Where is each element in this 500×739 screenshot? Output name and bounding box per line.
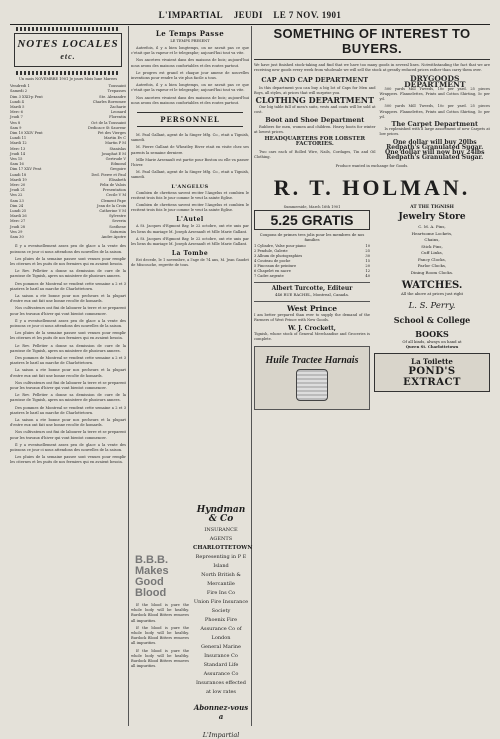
calendar-day: Ven 15 xyxy=(10,157,23,162)
calendar-saint: Oct de la Toussaint xyxy=(91,120,126,125)
calendar-day: Samedi 2 xyxy=(10,89,28,94)
sugar-title-2: One dollar will now buy 24lbs Redpath's Granulated Sugar. xyxy=(385,149,485,162)
notes-paragraph: Les pluies de la semaine passee sont venues pour remplir les citernes et les puits de nos fermiers qui en avaient besoin. xyxy=(10,256,126,266)
notes-paragraph: Nos cultivateurs ont fini de labourer la terre et se preparent pour les travaux d'hiver qui vont bientot commencer. xyxy=(10,430,126,440)
calendar-day: Mardi 12 xyxy=(10,141,27,146)
albert-address: 446 RUE RACHEL, Montreal, Canada. xyxy=(275,292,349,298)
jewelry-ad xyxy=(374,205,490,410)
column-advertisements xyxy=(254,26,490,726)
calendar-saint: Felix de Valois xyxy=(99,183,126,188)
calendar-day: Vendredi 1 xyxy=(10,84,30,89)
prize-name: 6 Chapelet en nacre xyxy=(254,269,291,274)
jewelry-item: Fancy Clocks, xyxy=(418,256,446,262)
calendar-day: Dim 10 XXIV Pent xyxy=(10,131,43,136)
calendar-saint: Elisabeth xyxy=(108,177,126,182)
calendar-saint: Josaphat E M xyxy=(101,151,126,156)
notes-paragraph: Les pluies de la semaine passee sont venues pour remplir les citernes et les puits de nos fermiers qui en avaient besoin. xyxy=(10,331,126,341)
notes-paragraph: Nos cultivateurs ont fini de labourer la terre et se preparent pour les travaux d'hiver qui vont bientot commencer. xyxy=(10,380,126,390)
jewelry-item: Chains, xyxy=(424,237,440,243)
cap-paragraph: In this department you can buy a big lot of Caps for Men and Boys, all styles, at prices that will surprise you. xyxy=(254,85,376,95)
insurer-company: North British & Mercantile xyxy=(201,572,241,587)
drygoods-title: DRYGOODS DEPARTMENT xyxy=(404,74,466,89)
autel-paragraph: A St. Jacques d'Egmont Bay, le 22 octobre, ont ete unis par les liens du mariage M. Joseph Arsenault et Mlle Marie Gallant. xyxy=(131,236,249,247)
boots-paragraph: Rubbers for men, women and children. Heavy boots for winter at lowest prices. xyxy=(254,124,376,135)
masthead-title: L'IMPARTIAL xyxy=(158,10,224,20)
prize-name: 7 Cadre argente xyxy=(254,274,284,279)
boots-title: Boot and Shoe Department xyxy=(265,115,365,124)
calendar-day: Mardi 5 xyxy=(10,105,25,110)
prize-coupons: 25 xyxy=(365,249,370,254)
insurer-company: Phoenix Fire Assurance Co of London xyxy=(200,617,242,641)
calendar-list xyxy=(10,84,126,240)
calendar-saint: Sylvestre xyxy=(109,214,126,219)
insurer-company: Insurances effected at low rates xyxy=(196,680,246,695)
calendar-saint: Martin Ev C xyxy=(103,136,126,141)
calendar-day: Ven 8 xyxy=(10,120,21,125)
insurer-company: Fire Ins Co xyxy=(206,590,236,596)
notes-paragraph: Les pluies de la semaine passee sont venues pour remplir les citernes et les puits de nos fermiers qui en avaient besoin. xyxy=(10,455,126,465)
cap-title: CAP AND CAP DEPARTMENT xyxy=(261,76,369,85)
gratis-ad xyxy=(254,205,370,410)
notes-paragraph: Des pommes de Montreal se vendent cette semaine a 2 et 3 piastres le baril au marche de Charlottetown. xyxy=(10,281,126,291)
calendar-saint: Catherine V M xyxy=(99,209,126,214)
tombe-title: La Tombe xyxy=(171,250,209,258)
headquarters-paragraph: Two cars each of Rolled Wire, Nails, Cordages, Tin and Oil Clothing. xyxy=(254,149,376,159)
departments-right xyxy=(380,76,490,162)
calendar-day: Jeudi 21 xyxy=(10,188,26,193)
drygoods-paragraph: 500 yards Mill Tweeds, 10c per yard. 25 pieces Wrappers. Flannelettes, Prints and Cotton Shirting, 5c per yd. xyxy=(379,104,490,119)
holman-signature: R. T. HOLMAN. xyxy=(273,175,471,201)
insurer-company: Standard Life Assurance Co xyxy=(203,662,239,677)
buyers-headline: SOMETHING OF INTEREST TO BUYERS. xyxy=(254,26,490,60)
calendar-day: Mardi 26 xyxy=(10,214,27,219)
jewelry-item: Stick Pins, xyxy=(421,243,443,249)
notes-locales-title: NOTES LOCALES etc. xyxy=(14,33,122,67)
bottle-illustration xyxy=(296,369,328,401)
calendar-day: Sam 30 xyxy=(10,235,24,240)
departments-left xyxy=(254,76,376,162)
prize-list xyxy=(254,244,370,279)
calendar-row xyxy=(10,235,126,240)
autel-title: L'Autel xyxy=(176,216,204,224)
jewelry-item: Dining Room Clocks. xyxy=(410,269,454,275)
buyers-intro: We have just finished stock-taking and find that we have too many goods in several lines. Notwithstanding the fact that we are receiving new goods every week from wholesale we will sell the stock at greatly reduced prices rather than carry them over. xyxy=(254,63,490,73)
prize-coupons: 15 xyxy=(365,259,370,264)
calendar-day: Jeudi 7 xyxy=(10,115,23,120)
temps-paragraph: Nos ancetres vivaient dans des maisons de bois; aujourd'hui nous avons des maisons confortables et des routes partout. xyxy=(131,58,249,68)
insurer-company: Union Fire Insurance Society xyxy=(193,599,249,614)
albert-name: Albert Turcotte, Editeur xyxy=(271,285,353,293)
calendar-day: Merc 20 xyxy=(10,183,26,188)
personnel-paragraph: M. Paul Gallant, agent de la Singer Mfg. Co., etait a Tignish, samedi. xyxy=(131,170,249,180)
column-rule xyxy=(251,26,252,726)
notes-paragraph: La saison a ete bonne pour nos pecheurs et la plupart d'entre eux ont fait une bonne recolte de homards. xyxy=(10,417,126,428)
notes-paragraph: Le Rev. Pelletier a donne sa demission de cure de la paroisse de Tignish, apres un ministere de plusieurs annees. xyxy=(10,343,126,353)
gratis-title: 5.25 GRATIS xyxy=(254,210,370,230)
calendar-saint: Ste. Alexandre xyxy=(99,94,126,99)
prize-coupons: 40 xyxy=(365,274,370,279)
temps-paragraph: Nos ancetres vivaient dans des maisons de bois; aujourd'hui nous avons des maisons confortables et des routes partout. xyxy=(131,95,249,105)
bbb-ad xyxy=(131,551,189,726)
insurer-sub: INSURANCE AGENTS xyxy=(204,527,238,542)
tombe-paragraph: Est decede, le 1 novembre, a l'age de 74 ans, M. Jean Gaudet de Miscouche, regrette de tous. xyxy=(131,258,249,268)
temps-paragraph: Autrefois, il y a bien longtemps, on ne savait pas ce que c'etait que la vapeur et le telegraphe; aujourd'hui tout va vite. xyxy=(131,46,249,56)
notes-body xyxy=(10,244,126,465)
gratis-subtitle: Coupons de primes tres jolis pour les membres de nos families xyxy=(259,232,365,243)
autel-paragraph: A St. Jacques d'Egmont Bay, le 22 octobre, ont ete unis par les liens du mariage M. Joseph Arsenault et Mlle Marie Gallant. xyxy=(131,224,249,234)
temps-passe-title: Le Temps Passe xyxy=(155,29,225,38)
calendar-saint: Gregoire xyxy=(109,167,126,172)
insurer-represent: Representing in P E Island xyxy=(195,554,247,569)
notes-paragraph: Des pommes de Montreal se vendent cette semaine a 2 et 3 piastres le baril au marche de Charlottetown. xyxy=(10,405,126,415)
temps-paragraph: Le progres est grand et chaque jour amene de nouvelles inventions pour rendre la vie plus facile a tous. xyxy=(131,70,249,81)
calendar-saint: Zacharie xyxy=(109,105,126,110)
calendar-saint: Trepasses xyxy=(107,89,126,94)
school-title: School & College xyxy=(393,314,471,325)
carpet-title: The Carpet Department xyxy=(391,120,478,129)
prize-coupons: 10 xyxy=(365,244,370,249)
prize-name: 4 Couteau de poche xyxy=(254,259,291,264)
angelus-title: L'ANGELUS xyxy=(171,183,209,190)
crockett-paragraph: Tignish, whose stock of General Merchandise and Groceries is complete. xyxy=(254,332,370,342)
notes-paragraph: Il y a eventuellement assez peu de glace a la vente des poissons ce jour ci nous attendons des nouvelles de la saison. xyxy=(10,318,126,328)
calendar-saint: Charles Borromee xyxy=(92,99,126,104)
ornament-rule xyxy=(16,71,120,75)
subscribe-text: Abonnez-vous a xyxy=(193,703,249,721)
carpet-paragraph: Is replenished with a large assortment of new Carpets at low prices. xyxy=(379,127,490,137)
paper-name: L'Impartial xyxy=(202,731,240,739)
calendar-day: Lundi 18 xyxy=(10,172,27,177)
sugar-title: One dollar will buy 20lbs Redpath's Granulated Sugar. xyxy=(386,138,484,151)
ponds-extract: POND'S EXTRACT xyxy=(403,366,461,389)
toilette-title: La Toilette xyxy=(411,357,453,367)
personnel-paragraph: M. Pierre Gallant de Wheatley River etait en visite chez ses parents la semaine derniere. xyxy=(131,145,249,155)
prize-name: 1 Cylindre, Valse pour piano xyxy=(254,244,306,249)
calendar-saint: Edmond xyxy=(110,162,126,167)
calendar-day: Lundi 11 xyxy=(10,136,27,141)
calendar-day: Merc 27 xyxy=(10,219,26,224)
clothing-paragraph: Our big table full of men's suits, vests and coats will be sold at cost. xyxy=(254,105,376,115)
personnel-paragraph: M. Paul Gallant, agent de la Singer Mfg. Co., etait a Tignish, samedi. xyxy=(131,133,249,143)
drygoods-paragraph: 500 yards Mill Tweeds, 10c per yard. 25 pieces Wrappers. Flannelettes, Prints and Cotton Shirting, 5c per yd. xyxy=(379,86,490,102)
calendar-saint: Sosthene xyxy=(109,224,126,229)
calendar-saint: Saturnin xyxy=(110,229,126,234)
toilette-ad xyxy=(374,353,490,392)
insurance-ad xyxy=(193,505,253,739)
column-temps-passe xyxy=(131,26,249,386)
crockett-name: W. J. Crockett, xyxy=(288,325,336,333)
notes-paragraph: Le Rev. Pelletier a donne sa demission de cure de la paroisse de Tignish, apres un ministere de plusieurs annees. xyxy=(10,393,126,403)
west-prince-paragraph: I am better prepared than ever to supply the demand of the Farmers of West Prince with New Goods. xyxy=(254,312,370,322)
calendar-saint: Stanislas xyxy=(109,146,126,151)
prize-row xyxy=(254,274,370,279)
personnel-paragraph: Mlle Marie Arsenault est partie pour Boston ou elle va passer l'hiver. xyxy=(131,157,249,168)
calendar-day: Sam 23 xyxy=(10,198,24,203)
sperry-signature: L. S. Perry. xyxy=(408,300,456,311)
angelus-paragraph: Combien de chretiens savent reciter l'Angelus et combien le recitent trois fois le jour comme le veut la sainte Eglise. xyxy=(131,190,249,200)
jewelry-title: Jewelry Store xyxy=(398,212,466,223)
calendar-day: Merc 13 xyxy=(10,146,26,151)
holman-departments xyxy=(254,76,490,162)
calendar-saint: Fet des Vierges xyxy=(97,131,126,136)
temps-present-subtitle: LE TEMPS PRESENT xyxy=(170,39,210,43)
prize-coupons: 20 xyxy=(365,264,370,269)
column-notes-locales xyxy=(10,26,126,468)
watches-line: All the above at prices just right xyxy=(400,291,464,297)
calendar-day: Ven 29 xyxy=(10,229,23,234)
huile-title: Huile Tractee Harnais xyxy=(265,355,359,367)
jewelry-item: C. M. A. Pins, xyxy=(418,224,446,230)
jewelry-item: Heartsome Lockets, xyxy=(411,230,453,236)
calendar-day: Sam 9 xyxy=(10,125,22,130)
produce-line: Produce wanted in exchange for Goods. xyxy=(335,164,409,169)
temps-paragraph: Autrefois, il y a bien longtemps, on ne savait pas ce que c'etait que la vapeur et le telegraphe; aujourd'hui tout va vite. xyxy=(131,83,249,93)
calendar-day: Dim 3 XXII-p Pent xyxy=(10,94,43,99)
calendar-saint: Clement Pape xyxy=(100,198,126,203)
calendar-day: Merc 6 xyxy=(10,110,23,115)
column-rule xyxy=(128,26,129,726)
insurer-city: CHARLOTTETOWN xyxy=(193,545,253,551)
headquarters-title: HEADQUARTERS FOR LOBSTER FACTORIES. xyxy=(264,136,366,148)
calendar-saint: Ded. Pierre et Paul xyxy=(91,172,126,177)
insurer-name: Hyndman & Co xyxy=(196,505,246,524)
bbb-ad-title: B.B.B. Makes Good Blood xyxy=(135,554,169,599)
books-line: Of all kinds, always on hand at xyxy=(402,338,462,344)
personnel-title: PERSONNEL xyxy=(137,112,243,127)
prize-coupons: 30 xyxy=(365,254,370,259)
calendar-saint: Leonard xyxy=(110,110,126,115)
calendar-day: Mardi 19 xyxy=(10,177,27,182)
prize-name: 5 Pinceaux de peinture xyxy=(254,264,297,269)
calendar-day: Dim 24 xyxy=(10,203,24,208)
masthead xyxy=(10,6,490,25)
ornament-rule xyxy=(16,27,120,31)
notes-paragraph: Il y a eventuellement assez peu de glace a la vente des poissons ce jour ci nous attendons des nouvelles de la saison. xyxy=(10,442,126,452)
clothing-title: CLOTHING DEPARTMENT xyxy=(255,95,375,106)
bbb-paragraph: If the blood is pure the whole body will be healthy. Burdock Blood Bitters removes all impurities. xyxy=(131,625,189,646)
jewelry-item: Parlor Clocks, xyxy=(417,263,447,269)
calendar-saint: Presentation xyxy=(102,188,126,193)
jewelry-item: Cuff Links, xyxy=(420,250,443,256)
calendar-day: Jeudi 28 xyxy=(10,224,26,229)
notes-paragraph: Des pommes de Montreal se vendent cette semaine a 2 et 3 piastres le baril au marche de Charlottetown. xyxy=(10,355,126,366)
prize-coupons: 12 xyxy=(365,269,370,274)
notes-paragraph: La saison a ete bonne pour nos pecheurs et la plupart d'entre eux ont fait une bonne recolte de homards. xyxy=(10,368,126,378)
notes-paragraph: Le Rev. Pelletier a donne sa demission de cure de la paroisse de Tignish, apres un ministere de plusieurs annees. xyxy=(10,269,126,279)
west-prince-title: West Prince xyxy=(286,303,338,313)
insurer-company: General Marine Insurance Co xyxy=(201,644,241,659)
calendar-day: Ven 22 xyxy=(10,193,23,198)
calendar-day: Sam 16 xyxy=(10,162,24,167)
calendar-intro: Un mois NOVEMBRE 1901 Je jours Mois lune Marees xyxy=(18,77,118,81)
calendar-saint: Cecile V M xyxy=(106,193,126,198)
books-title: BOOKS xyxy=(415,328,449,339)
lower-ads xyxy=(254,205,490,410)
calendar-saint: Dedicace St Sauveur xyxy=(87,125,126,130)
bookseller-address: Queen St. Charlottetown xyxy=(405,343,459,349)
notes-paragraph: La saison a ete bonne pour nos pecheurs et la plupart d'entre eux ont fait une bonne recolte de homards. xyxy=(10,293,126,304)
newspaper-page xyxy=(10,6,490,739)
calendar-saint: Martin P M xyxy=(105,141,126,146)
calendar-saint: Toussaint xyxy=(108,84,126,89)
bbb-paragraph: If the blood is pure the whole body will be healthy. Burdock Blood Bitters removes all impurities. xyxy=(131,648,189,669)
calendar-saint: Jean de la Croix xyxy=(97,203,126,208)
calendar-saint: Andre Apotre xyxy=(101,235,126,240)
calendar-day: Jeudi 14 xyxy=(10,151,26,156)
notes-paragraph: Il y a eventuellement assez peu de glace a la vente des poissons ce jour ci nous attendons des nouvelles de la saison. xyxy=(10,244,126,254)
prize-name: 3 Album de photographies xyxy=(254,254,303,259)
angelus-paragraph: Combien de chretiens savent reciter l'Angelus et combien le recitent trois fois le jour comme le veut la sainte Eglise. xyxy=(131,203,249,213)
calendar-day: Lundi 4 xyxy=(10,99,24,104)
notes-paragraph: Nos cultivateurs ont fini de labourer la terre et se preparent pour les travaux d'hiver qui vont bientot commencer. xyxy=(10,306,126,316)
calendar-saint: Severin xyxy=(112,219,126,224)
watches-title: WATCHES. xyxy=(401,280,463,292)
calendar-saint: Gertrude V xyxy=(105,157,126,162)
masthead-date: LE 7 NOV. 1901 xyxy=(273,10,342,20)
huile-ad xyxy=(254,346,370,410)
gratis-date: Summerside, March 16th 1901 xyxy=(283,205,341,210)
tignish-title: AT THE TIGNISH xyxy=(410,205,454,211)
calendar-day: Dim 17 XXV Pent xyxy=(10,167,42,172)
calendar-saint: Florentin xyxy=(109,115,126,120)
calendar-day: Lundi 25 xyxy=(10,209,27,214)
bbb-paragraph: If the blood is pure the whole body will be healthy. Burdock Blood Bitters removes all impurities. xyxy=(131,603,189,623)
prize-name: 2 Pendule, Galerie xyxy=(254,249,288,254)
masthead-day: JEUDI xyxy=(233,10,263,20)
